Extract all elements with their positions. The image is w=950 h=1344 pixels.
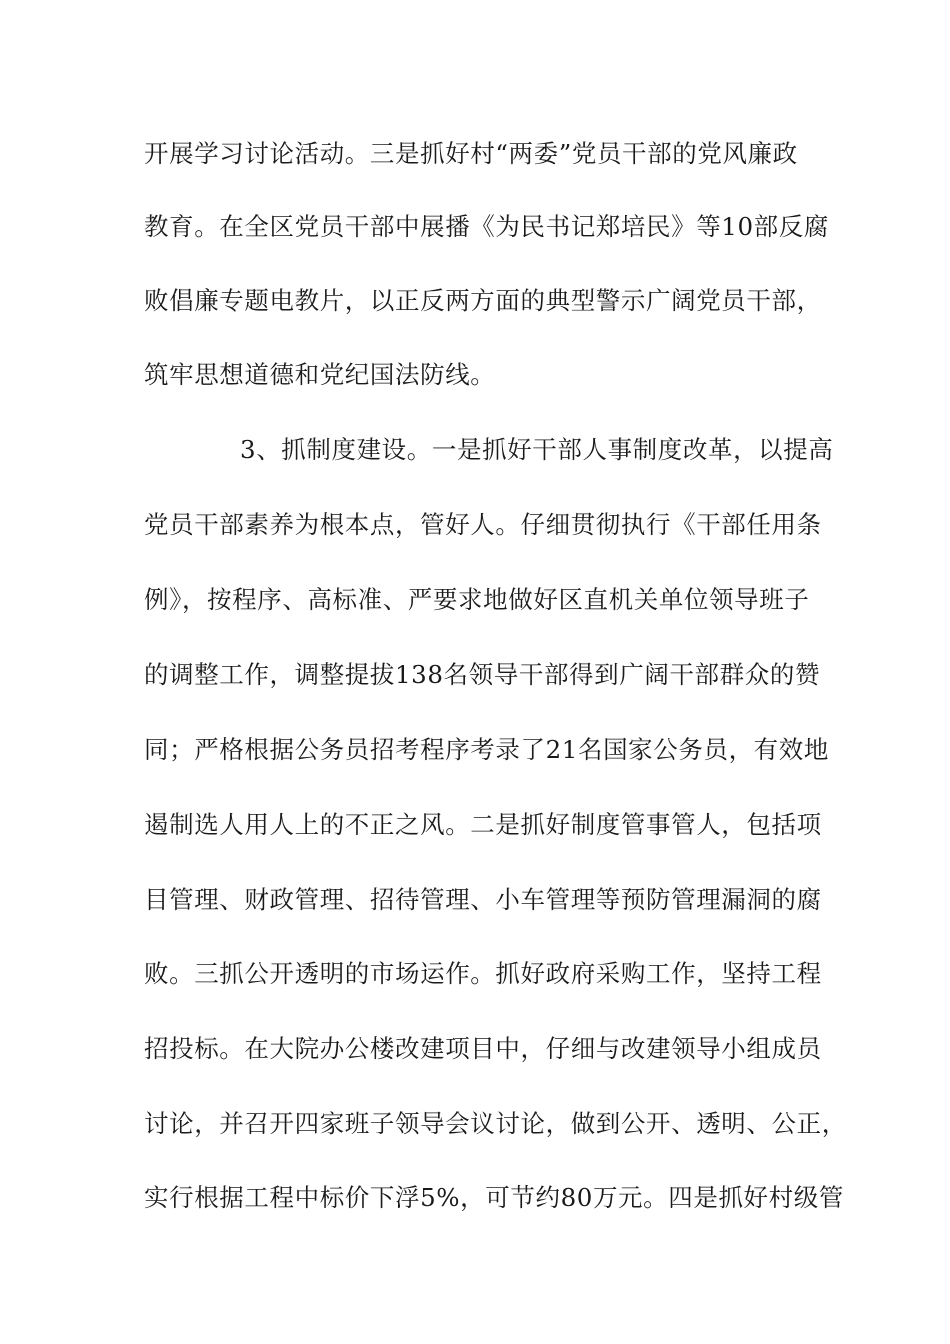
text-line: 例》，按程序、高标准、严要求地做好区直机关单位领导班子 [144,585,810,614]
text-line: 的调整工作，调整提拔138名领导干部得到广阔干部群众的赞 [144,660,821,689]
text-line: 败。三抓公开透明的市场运作。抓好政府采购工作，坚持工程 [144,959,822,988]
text-line: 目管理、财政管理、招待管理、小车管理等预防管理漏洞的腐 [144,885,822,914]
text-line: 遏制选人用人上的不正之风。二是抓好制度管事管人，包括项 [144,810,822,839]
text-line: 败倡廉专题电教片，以正反两方面的典型警示广阔党员干部， [144,286,822,315]
text-line: 筑牢思想道德和党纪国法防线。 [144,360,496,389]
text-line: 实行根据工程中标价下浮5%，可节约80万元。四是抓好村级管 [144,1183,844,1212]
text-line: 开展学习讨论活动。三是抓好村“两委”党员干部的党风廉政 [144,139,798,168]
text-line: 同；严格根据公务员招考程序考录了21名国家公务员，有效地 [144,735,829,764]
text-line: 招投标。在大院办公楼改建项目中，仔细与改建领导小组成员 [144,1034,822,1063]
text-line: 党员干部素养为根本点，管好人。仔细贯彻执行《干部任用条 [144,510,822,539]
paragraph-first-line: 3、抓制度建设。一是抓好干部人事制度改革，以提高 [240,435,834,464]
text-line: 讨论，并召开四家班子领导会议讨论，做到公开、透明、公正， [144,1109,847,1138]
text-line: 教育。在全区党员干部中展播《为民书记郑培民》等10部反腐 [144,212,829,241]
